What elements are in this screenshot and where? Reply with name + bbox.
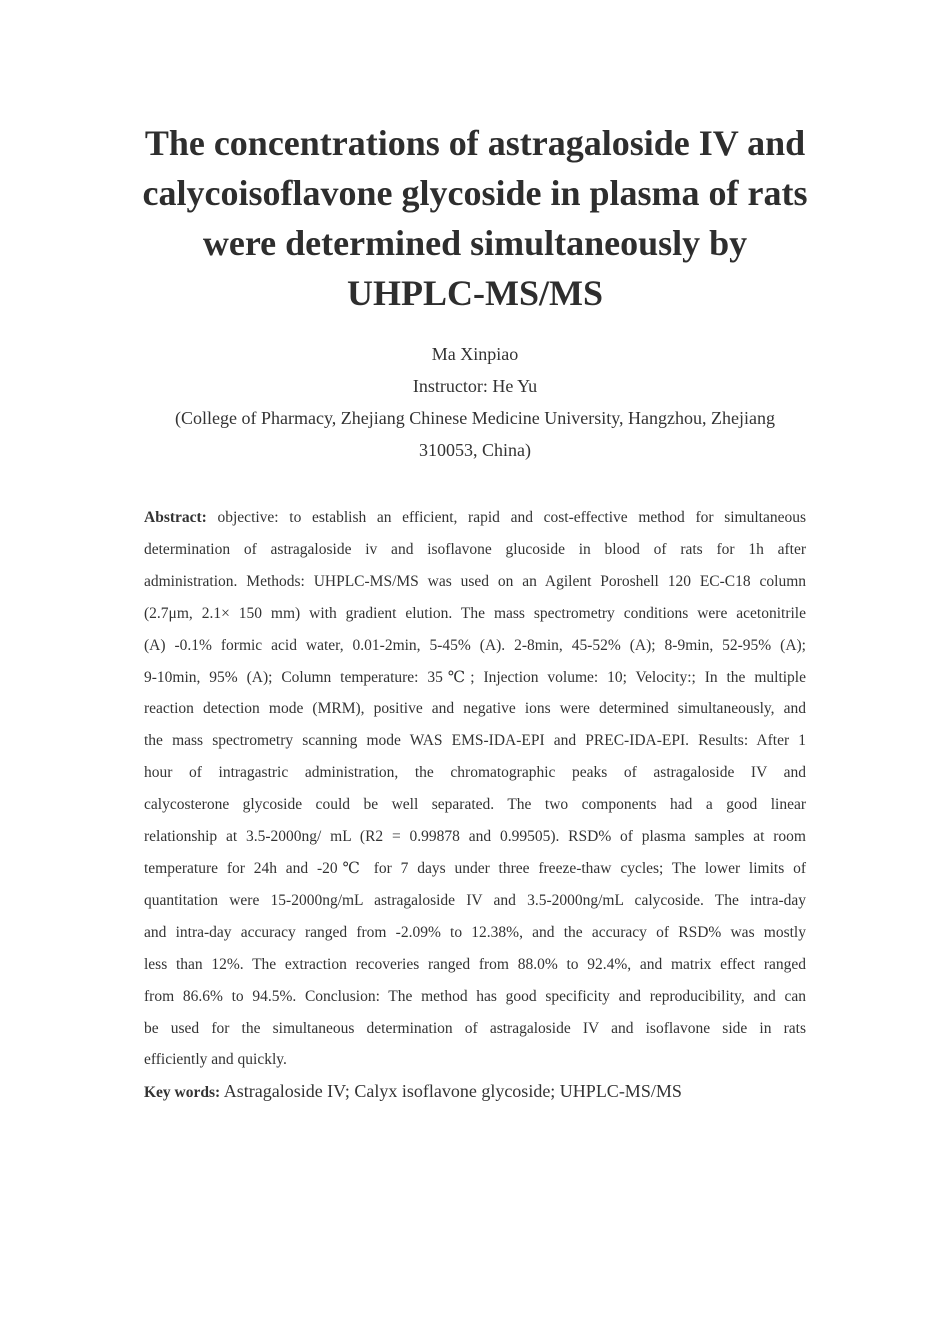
abstract-line: reaction detection mode (MRM), positive and negative ions were determined simultaneously, and: [144, 700, 806, 718]
title-line: The concentrations of astragaloside IV and: [144, 123, 806, 163]
affiliation-line: 310053, China): [419, 440, 531, 460]
abstract-line: hour of intragastric administration, the chromatographic peaks of astragaloside IV and: [144, 764, 806, 782]
abstract-line: from 86.6% to 94.5%. Conclusion: The method has good specificity and reproducibility, and can: [144, 987, 806, 1005]
affiliation: [132, 402, 818, 466]
abstract-line: less than 12%. The extraction recoveries ranged from 88.0% to 92.4%, and matrix effect ranged: [144, 955, 806, 973]
abstract-line: efficiently and quickly.: [144, 1051, 287, 1069]
abstract-line: administration. Methods: UHPLC-MS/MS was used on an Agilent Poroshell 120 EC-C18 column: [144, 572, 806, 590]
abstract-line: relationship at 3.5-2000ng/ mL (R2 = 0.99878 and 0.99505). RSD% of plasma samples at room: [144, 828, 806, 846]
title-line: UHPLC-MS/MS: [347, 273, 603, 313]
affiliation-line: (College of Pharmacy, Zhejiang Chinese Medicine University, Hangzhou, Zhejiang: [175, 408, 775, 428]
abstract-line: (A) -0.1% formic acid water, 0.01-2min, 5-45% (A). 2-8min, 45-52% (A); 8-9min, 52-95% (A);: [144, 636, 806, 654]
author-block: [144, 338, 806, 466]
abstract-line: be used for the simultaneous determination of astragaloside IV and isoflavone side in rats: [144, 1019, 806, 1037]
abstract-line: (2.7μm, 2.1× 150 mm) with gradient elution. The mass spectrometry conditions were acetonitrile: [144, 604, 806, 622]
paper-page: [144, 118, 806, 1108]
abstract-line: determination of astragaloside iv and isoflavone glucoside in blood of rats for 1h after: [144, 540, 806, 558]
author-name: Ma Xinpiao: [431, 344, 519, 364]
paper-title: [134, 118, 816, 318]
abstract-line: [144, 502, 806, 534]
abstract-line: temperature for 24h and -20℃ for 7 days under three freeze-thaw cycles; The lower limits of: [144, 859, 806, 877]
abstract-line: quantitation were 15-2000ng/mL astragaloside IV and 3.5-2000ng/mL calycoside. The intra-day: [144, 891, 806, 909]
keywords: [144, 1076, 806, 1108]
abstract-line: 9-10min, 95% (A); Column temperature: 35℃; Injection volume: 10; Velocity:; In the multiple: [144, 668, 806, 686]
keywords-text: Astragaloside IV; Calyx isoflavone glycoside; UHPLC-MS/MS: [220, 1081, 682, 1102]
title-line: were determined simultaneously by: [202, 223, 748, 263]
abstract-line: the mass spectrometry scanning mode WAS EMS-IDA-EPI and PREC-IDA-EPI. Results: After 1: [144, 732, 806, 750]
title-line: calycoisoflavone glycoside in plasma of rats: [142, 173, 808, 213]
abstract-line: and intra-day accuracy ranged from -2.09% to 12.38%, and the accuracy of RSD% was mostly: [144, 923, 806, 941]
abstract: [144, 502, 806, 1076]
abstract-label: Abstract:: [144, 509, 207, 526]
abstract-text: objective: to establish an efficient, rapid and cost-effective method for simultaneous: [206, 509, 806, 526]
instructor-name: Instructor: He Yu: [412, 376, 538, 396]
abstract-line: calycosterone glycoside could be well separated. The two components had a good linear: [144, 796, 806, 814]
keywords-label: Key words:: [144, 1084, 221, 1102]
